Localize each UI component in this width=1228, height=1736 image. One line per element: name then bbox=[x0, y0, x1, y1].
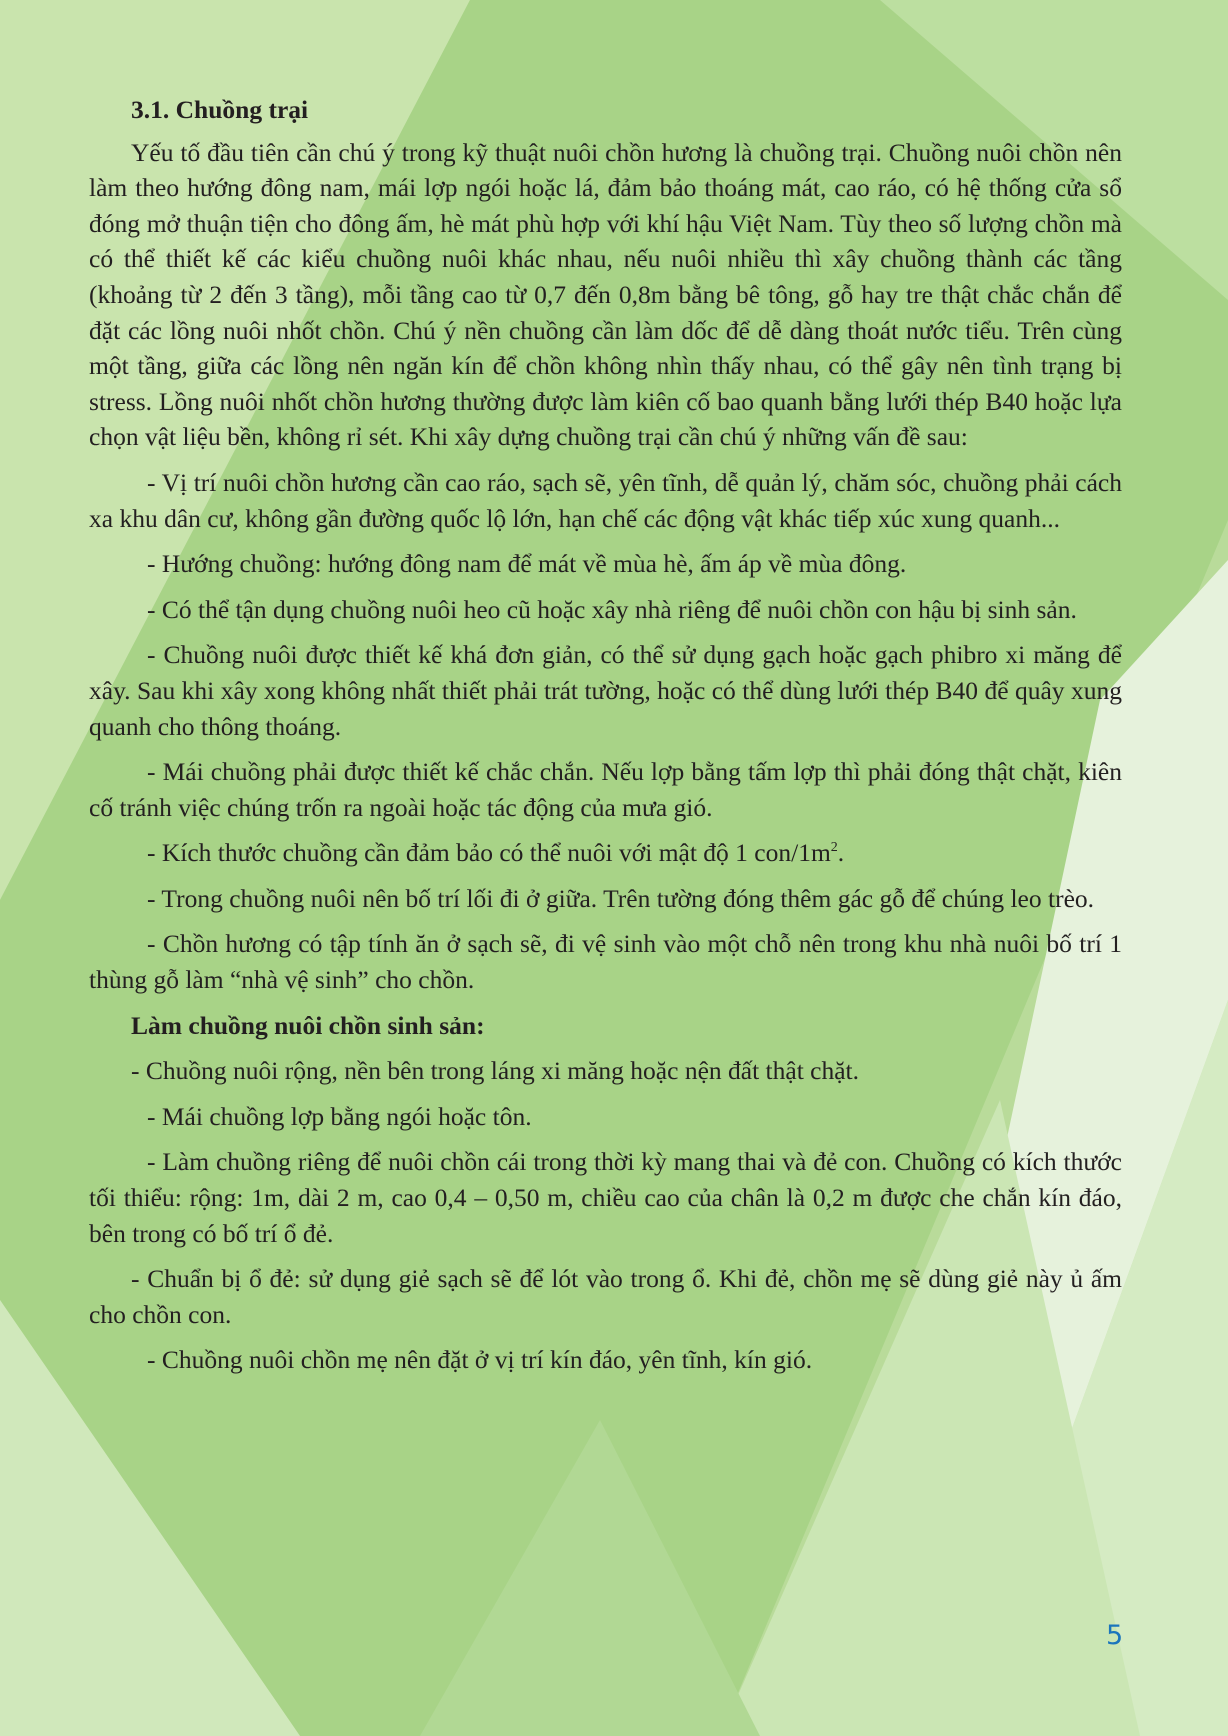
density-superscript: 2 bbox=[830, 840, 838, 856]
list-item: - Chuồng nuôi được thiết kế khá đơn giản, có thể sử dụng gạch hoặc gạch phibro xi măng để xây. Sau khi xây xong không nhất thiết phải trát tường, hoặc có thể dùng lưới thép B40 để quây xung quanh cho thông thoáng. bbox=[89, 640, 1122, 741]
breeding-item: - Làm chuồng riêng để nuôi chồn cái trong thời kỳ mang thai và đẻ con. Chuồng có kích thước tối thiểu: rộng: 1m, dài 2 m, cao 0,4 – 0,50 m, chiều cao của chân là 0,2 m được che chắn kín đáo, bên trong có bố trí ổ đẻ. bbox=[89, 1147, 1122, 1248]
breeding-item: - Chuồng nuôi chồn mẹ nên đặt ở vị trí kín đáo, yên tĩnh, kín gió. bbox=[147, 1345, 813, 1375]
section-title: 3.1. Chuồng trại bbox=[131, 95, 309, 124]
density-text: - Kích thước chuồng cần đảm bảo có thể nuôi với mật độ 1 con/1m bbox=[147, 838, 831, 868]
list-item-density bbox=[89, 835, 1122, 871]
page-number: 5 bbox=[1106, 1620, 1124, 1651]
list-item: - Vị trí nuôi chồn hương cần cao ráo, sạch sẽ, yên tĩnh, dễ quản lý, chăm sóc, chuồng phải cách xa khu dân cư, không gần đường quốc lộ lớn, hạn chế các động vật khác tiếp xúc xung quanh... bbox=[89, 467, 1122, 533]
list-item: - Trong chuồng nuôi nên bố trí lối đi ở giữa. Trên tường đóng thêm gác gỗ để chúng leo trèo. bbox=[147, 883, 1095, 913]
list-item: - Có thể tận dụng chuồng nuôi heo cũ hoặc xây nhà riêng để nuôi chồn con hậu bị sinh sản. bbox=[147, 594, 1077, 624]
density-suffix: . bbox=[837, 838, 845, 868]
intro-paragraph: Yếu tố đầu tiên cần chú ý trong kỹ thuật nuôi chồn hương là chuồng trại. Chuồng nuôi chồn nên làm theo hướng đông nam, mái lợp ngói hoặc lá, đảm bảo thoáng mát, cao ráo, có hệ thống cửa sổ đóng mở thuận tiện cho đông ấm, hè mát phù hợp với khí hậu Việt Nam. Tùy theo số lượng chồn mà có thể thiết kế các kiểu chuồng nuôi khác nhau, nếu nuôi nhiều thì xây chuồng thành các tầng (khoảng từ 2 đến 3 tầng), mỗi tầng cao từ 0,7 đến 0,8m bằng bê tông, gỗ hay tre thật chắc chắn để đặt các lồng nuôi nhốt chồn. Chú ý nền chuồng cần làm dốc để dễ dàng thoát nước tiểu. Trên cùng một tầng, giữa các lồng nên ngăn kín để chồn không nhìn thấy nhau, có thể gây nên tình trạng bị stress. Lồng nuôi nhốt chồn hương thường được làm kiên cố bao quanh bằng lưới thép B40 hoặc lựa chọn vật liệu bền, không rỉ sét. Khi xây dựng chuồng trại cần chú ý những vấn đề sau: bbox=[89, 137, 1122, 452]
document-body bbox=[89, 92, 1122, 1388]
list-item: - Chồn hương có tập tính ăn ở sạch sẽ, đi vệ sinh vào một chỗ nên trong khu nhà nuôi bố trí 1 thùng gỗ làm “nhà vệ sinh” cho chồn. bbox=[89, 929, 1122, 995]
subsection-title: Làm chuồng nuôi chồn sinh sản: bbox=[131, 1010, 485, 1040]
breeding-item: - Chuồng nuôi rộng, nền bên trong láng xi măng hoặc nện đất thật chặt. bbox=[131, 1056, 859, 1086]
list-item: - Mái chuồng phải được thiết kế chắc chắn. Nếu lợp bằng tấm lợp thì phải đóng thật chặt, kiên cố tránh việc chúng trốn ra ngoài hoặc tác động của mưa gió. bbox=[89, 757, 1122, 822]
list-item: - Hướng chuồng: hướng đông nam để mát về mùa hè, ấm áp về mùa đông. bbox=[147, 549, 907, 579]
breeding-item: - Chuẩn bị ổ đẻ: sử dụng giẻ sạch sẽ để lót vào trong ổ. Khi đẻ, chồn mẹ sẽ dùng giẻ này ủ ấm cho chồn con. bbox=[89, 1264, 1122, 1329]
breeding-item: - Mái chuồng lợp bằng ngói hoặc tôn. bbox=[147, 1101, 532, 1131]
